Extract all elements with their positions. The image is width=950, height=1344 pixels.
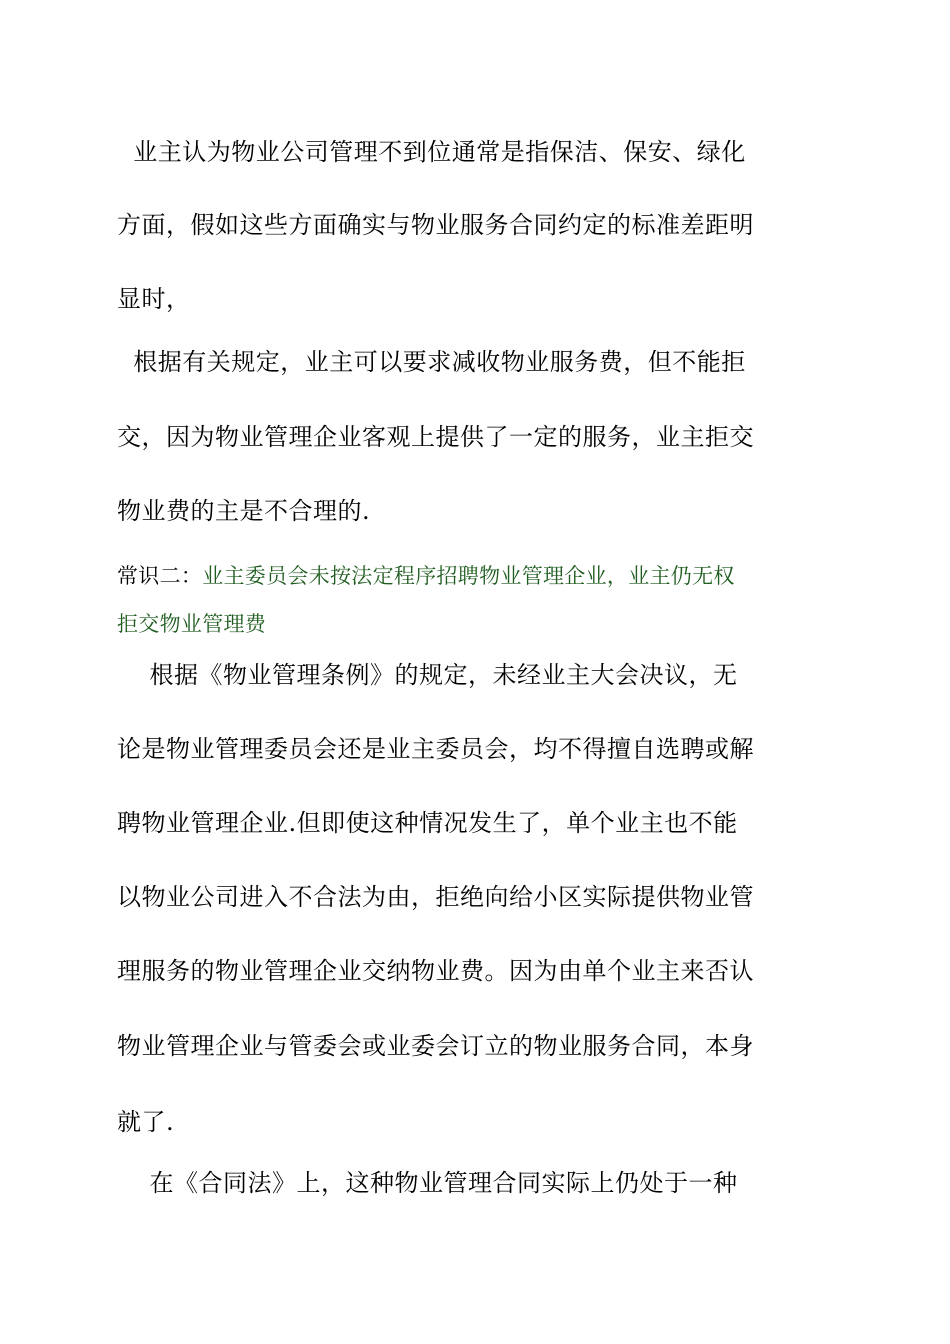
section-heading-title-continued: 拒交物业管理费	[117, 612, 267, 636]
section-heading-2-line-1	[117, 562, 797, 590]
paragraph-2-line-2: 交，因为物业管理企业客观上提供了一定的服务，业主拒交	[117, 423, 754, 451]
paragraph-1-line-3: 显时，	[117, 285, 191, 313]
section-heading-title: 业主委员会未按法定程序招聘物业管理企业，业主仍无权	[202, 564, 735, 588]
paragraph-2-line-3: 物业费的主是不合理的.	[117, 497, 371, 525]
paragraph-3-line-3: 聘物业管理企业.但即使这种情况发生了，单个业主也不能	[117, 809, 738, 837]
paragraph-4-line-1: 在《合同法》上，这种物业管理合同实际上仍处于一种	[117, 1169, 738, 1197]
paragraph-1-line-1: 业主认为物业公司管理不到位通常是指保洁、保安、绿化	[117, 138, 746, 166]
paragraph-3-line-1: 根据《物业管理条例》的规定，未经业主大会决议，无	[117, 661, 738, 689]
paragraph-3-line-2: 论是物业管理委员会还是业主委员会，均不得擅自选聘或解	[117, 735, 754, 763]
paragraph-1-line-2: 方面，假如这些方面确实与物业服务合同约定的标准差距明	[117, 211, 754, 239]
section-heading-2-line-2	[117, 610, 797, 638]
paragraph-3-line-5: 理服务的物业管理企业交纳物业费。因为由单个业主来否认	[117, 957, 754, 985]
paragraph-3-line-4: 以物业公司进入不合法为由，拒绝向给小区实际提供物业管	[117, 883, 754, 911]
paragraph-3-line-6: 物业管理企业与管委会或业委会订立的物业服务合同，本身	[117, 1032, 754, 1060]
section-heading-prefix: 常识二：	[117, 564, 203, 588]
paragraph-2-line-1: 根据有关规定，业主可以要求减收物业服务费，但不能拒	[117, 348, 746, 376]
paragraph-3-line-7: 就了.	[117, 1108, 175, 1136]
